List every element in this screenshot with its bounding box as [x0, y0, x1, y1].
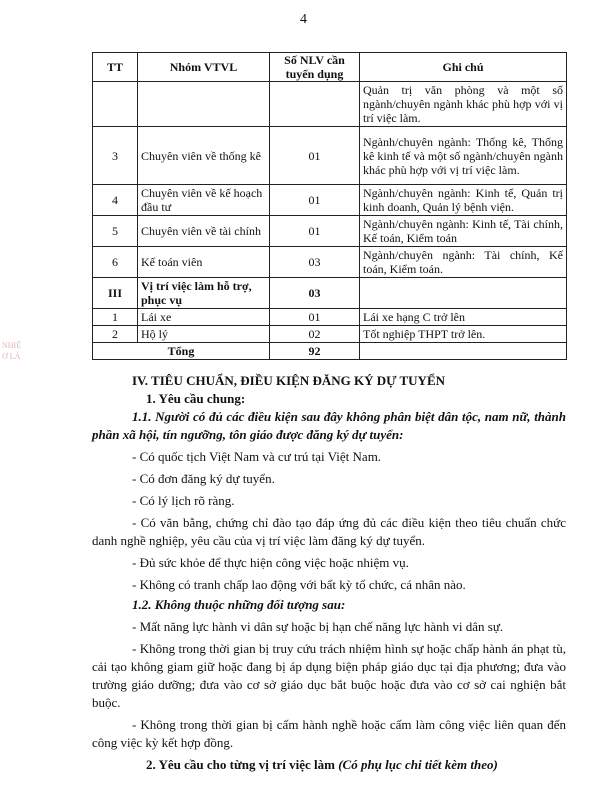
requirements-section	[92, 372, 566, 774]
position-requirements-label: 2. Yêu cầu cho từng vị trí việc làm	[146, 757, 335, 772]
table-row	[93, 326, 567, 343]
table-row	[93, 247, 567, 278]
total-value: 92	[270, 343, 360, 360]
cell-group: Kế toán viên	[138, 247, 270, 278]
table-row	[93, 309, 567, 326]
cell-tt: III	[93, 278, 138, 309]
cell-note	[360, 343, 567, 360]
cell-group: Hộ lý	[138, 326, 270, 343]
table-header-row	[93, 53, 567, 82]
header-note: Ghi chú	[360, 53, 567, 82]
exclusion-item: - Không trong thời gian bị truy cứu trách nhiệm hình sự hoặc chấp hành án phạt tù, cải tạo không giam giữ hoặc đang bị áp dụng biện pháp giáo dục tại địa phương; đưa vào trường giáo dưỡng; đưa vào cơ sở giáo dục bắt buộc hoặc đưa vào cơ sở cai nghiện bắt buộc.	[92, 641, 566, 710]
cell-tt: 2	[93, 326, 138, 343]
table-row	[93, 278, 567, 309]
stamp-fragment	[2, 340, 26, 380]
table-row	[93, 185, 567, 216]
cell-group: Chuyên viên về kế hoạch đầu tư	[138, 185, 270, 216]
cell-tt: 3	[93, 127, 138, 185]
cell-count: 01	[270, 216, 360, 247]
cell-group	[138, 82, 270, 127]
condition-item: - Đủ sức khỏe để thực hiện công việc hoặc nhiệm vụ.	[132, 555, 409, 570]
cell-note: Quản trị văn phòng và một số ngành/chuyên ngành khác phù hợp với vị trí việc làm.	[360, 82, 567, 127]
header-tt: TT	[93, 53, 138, 82]
table-total-row	[93, 343, 567, 360]
cell-count: 03	[270, 278, 360, 309]
cell-count: 01	[270, 309, 360, 326]
cell-group: Lái xe	[138, 309, 270, 326]
recruitment-table	[92, 52, 567, 360]
page-number: 4	[300, 12, 307, 27]
total-label: Tổng	[93, 343, 270, 360]
stamp-line: Ơ LÀ	[2, 352, 21, 361]
cell-note: Ngành/chuyên ngành: Tài chính, Kế toán, Kiểm toán.	[360, 247, 567, 278]
general-requirements-heading: 1. Yêu cầu chung:	[146, 391, 246, 406]
table-row	[93, 127, 567, 185]
cell-count	[270, 82, 360, 127]
condition-item: - Có đơn đăng ký dự tuyển.	[132, 471, 275, 486]
cell-count: 01	[270, 127, 360, 185]
cell-note: Lái xe hạng C trở lên	[360, 309, 567, 326]
condition-2-heading: 1.2. Không thuộc những đối tượng sau:	[132, 597, 346, 612]
cell-group: Chuyên viên về thống kê	[138, 127, 270, 185]
cell-note	[360, 278, 567, 309]
cell-group: Chuyên viên về tài chính	[138, 216, 270, 247]
exclusion-item: - Mất năng lực hành vi dân sự hoặc bị hạn chế năng lực hành vi dân sự.	[132, 619, 504, 634]
cell-note: Ngành/chuyên ngành: Kinh tế, Tài chính, Kế toán, Kiểm toán	[360, 216, 567, 247]
condition-item: - Có văn bằng, chứng chỉ đào tạo đáp ứng đủ các điều kiện theo tiêu chuẩn chức danh nghề nghiệp, yêu cầu của vị trí việc làm đăng ký dự tuyển.	[92, 515, 566, 548]
cell-group: Vị trí việc làm hỗ trợ, phục vụ	[138, 278, 270, 309]
cell-count: 01	[270, 185, 360, 216]
cell-note: Ngành/chuyên ngành: Kinh tế, Quản trị kinh doanh, Quản lý bệnh viện.	[360, 185, 567, 216]
condition-item: - Không có tranh chấp lao động với bất kỳ tổ chức, cá nhân nào.	[132, 577, 466, 592]
cell-tt: 4	[93, 185, 138, 216]
exclusion-item: - Không trong thời gian bị cấm hành nghề hoặc cấm làm công việc liên quan đến công việc kỳ kết hợp đồng.	[92, 717, 566, 750]
stamp-line: NHIỆ	[2, 341, 22, 350]
position-requirements-note: (Có phụ lục chi tiết kèm theo)	[338, 757, 498, 772]
cell-tt: 6	[93, 247, 138, 278]
condition-item: - Có quốc tịch Việt Nam và cư trú tại Việt Nam.	[132, 449, 382, 464]
cell-tt	[93, 82, 138, 127]
condition-item: - Có lý lịch rõ ràng.	[132, 493, 235, 508]
cell-tt: 5	[93, 216, 138, 247]
header-count: Số NLV cần tuyển dụng	[270, 53, 360, 82]
position-requirements-heading	[92, 756, 566, 774]
condition-1-heading: 1.1. Người có đủ các điều kiện sau đây không phân biệt dân tộc, nam nữ, thành phần xã hội, tín ngưỡng, tôn giáo được đăng ký dự tuyển:	[92, 409, 566, 442]
cell-count: 02	[270, 326, 360, 343]
table-row	[93, 82, 567, 127]
cell-note: Ngành/chuyên ngành: Thống kê, Thống kê kinh tế và một số ngành/chuyên ngành khác phù hợp với vị trí việc làm.	[360, 127, 567, 185]
cell-count: 03	[270, 247, 360, 278]
header-group: Nhóm VTVL	[138, 53, 270, 82]
section-heading: IV. TIÊU CHUẨN, ĐIỀU KIỆN ĐĂNG KÝ DỰ TUYỂN	[132, 373, 446, 388]
cell-note: Tốt nghiệp THPT trở lên.	[360, 326, 567, 343]
cell-tt: 1	[93, 309, 138, 326]
table-row	[93, 216, 567, 247]
